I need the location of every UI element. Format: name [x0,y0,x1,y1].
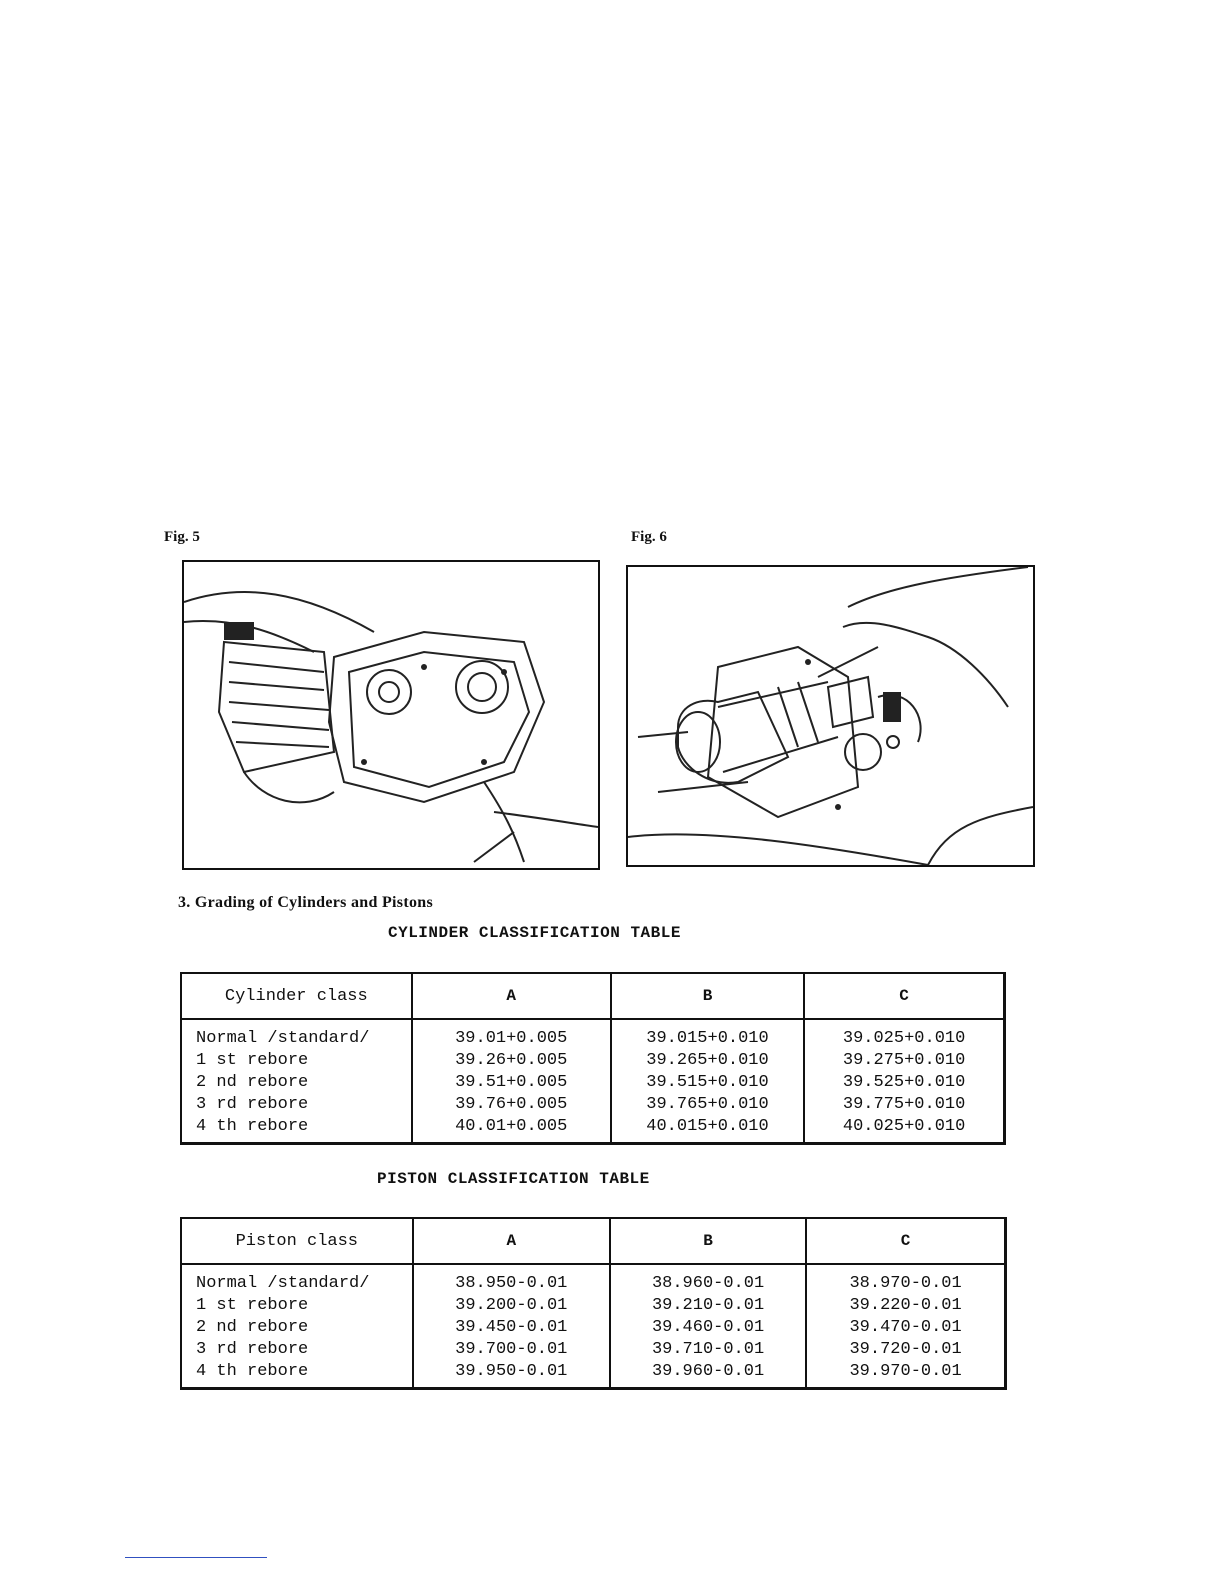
cell-value: 40.01+0.005 [455,1117,568,1136]
row-label: 4 th rebore [196,1362,309,1381]
cell-value: 39.700-0.01 [455,1340,568,1359]
cell-value: 39.275+0.010 [842,1051,966,1070]
row-label: 4 th rebore [196,1117,309,1136]
cell-value: 39.26+0.005 [455,1051,568,1070]
cell-value: 39.460-0.01 [651,1318,765,1337]
figure-5-image [182,560,600,870]
row-label: 1 st rebore [196,1296,309,1315]
cell-value: 39.265+0.010 [646,1051,769,1070]
row-label: Normal /standard/ [196,1029,370,1048]
cell-value: 38.970-0.01 [849,1274,962,1293]
cell-value: 39.01+0.005 [455,1029,568,1048]
cell-value: 39.025+0.010 [842,1029,966,1048]
cell-value: 38.960-0.01 [651,1274,765,1293]
cylinder-row-labels [181,1019,412,1144]
piston-header-b: B [610,1218,806,1264]
cell-value: 39.970-0.01 [849,1362,962,1381]
cell-value: 39.950-0.01 [455,1362,568,1381]
row-label: 3 rd rebore [196,1340,309,1359]
cylinder-classification-table [180,972,1006,1145]
cell-value: 39.710-0.01 [651,1340,765,1359]
cylinder-column-c [804,1019,1004,1144]
cell-value: 39.200-0.01 [455,1296,568,1315]
cell-value: 39.960-0.01 [651,1362,765,1381]
piston-header-c: C [806,1218,1005,1264]
cylinder-header-a: A [412,973,611,1019]
piston-header-class: Piston class [181,1218,413,1264]
figure-6-image [626,565,1035,867]
row-label: 2 nd rebore [196,1318,309,1337]
cell-value: 39.470-0.01 [849,1318,962,1337]
piston-row-labels [181,1264,413,1389]
cell-value: 39.450-0.01 [455,1318,568,1337]
cell-value: 39.720-0.01 [849,1340,962,1359]
cell-value: 39.515+0.010 [646,1073,769,1092]
table-row [181,1264,1006,1389]
cylinder-table-title: CYLINDER CLASSIFICATION TABLE [388,924,681,942]
engine-crankcase-photo-icon [184,562,598,868]
row-label: 3 rd rebore [196,1095,309,1114]
piston-column-b [610,1264,806,1389]
cylinder-header-b: B [611,973,804,1019]
table-row [181,1019,1005,1144]
cell-value: 39.775+0.010 [842,1095,966,1114]
row-label: 2 nd rebore [196,1073,309,1092]
cell-value: 39.220-0.01 [849,1296,962,1315]
piston-tool-photo-icon [628,567,1033,865]
piston-header-a: A [413,1218,610,1264]
cell-value: 39.76+0.005 [455,1095,568,1114]
footnote-divider [125,1557,267,1558]
piston-column-a [413,1264,610,1389]
cell-value: 39.51+0.005 [455,1073,568,1092]
piston-table-title: PISTON CLASSIFICATION TABLE [377,1170,650,1188]
figure-5-label: Fig. 5 [164,529,200,545]
figure-6-label: Fig. 6 [631,529,667,545]
cell-value: 40.025+0.010 [842,1117,966,1136]
section-heading: 3. Grading of Cylinders and Pistons [178,894,433,911]
cylinder-column-b [611,1019,804,1144]
cell-value: 39.525+0.010 [842,1073,966,1092]
cylinder-header-class: Cylinder class [181,973,412,1019]
row-label: Normal /standard/ [196,1274,370,1293]
cell-value: 39.765+0.010 [646,1095,769,1114]
piston-classification-table [180,1217,1007,1390]
cell-value: 39.015+0.010 [646,1029,769,1048]
cylinder-column-a [412,1019,611,1144]
row-label: 1 st rebore [196,1051,309,1070]
cell-value: 38.950-0.01 [455,1274,568,1293]
cylinder-header-c: C [804,973,1004,1019]
cell-value: 40.015+0.010 [646,1117,769,1136]
piston-column-c [806,1264,1005,1389]
cell-value: 39.210-0.01 [651,1296,765,1315]
